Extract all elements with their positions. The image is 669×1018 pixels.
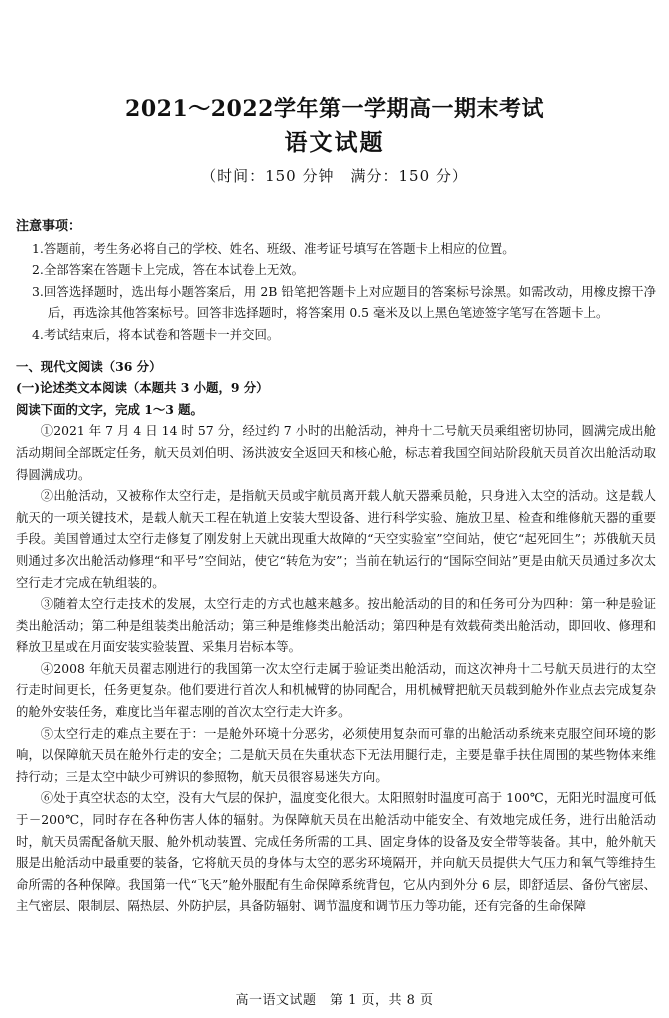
passage-paragraph-6: ⑥处于真空状态的太空，没有大气层的保护，温度变化很大。太阳照射时温度可高于 100℃，无阳光时温度可低于－200℃，同时存在各种伤害人体的辐射。为保障航天员在出舱活动中能安全、有效地完成任务，进行出舱活动时，航天员需配备航天服、舱外机动装置、完成任务所需的工具、固定身体的设备及安全带等装备。其中，舱外航天服是出舱活动中最重要的装备，它将航天员的身体与太空的恶劣环境隔开，并向航天员提供大气压力和氧气等维持生命所需的各种保障。我国第一代“飞天”舱外服配有生命保障系统背包，它从内到外分 6 层，即舒适层、备份气密层、主气密层、限制层、隔热层、外防护层，具备防辐射、调节温度和调节压力等功能，还有完备的生命保障 [16,790,656,914]
passage-paragraph-3: ③随着太空行走技术的发展，太空行走的方式也越来越多。按出舱活动的目的和任务可分为四种：第一种是验证类出舱活动；第二种是组装类出舱活动；第三种是维修类出舱活动；第四种是有效载荷类出舱活动，即回收、修理和释放卫星或在月面安装实验装置、采集月岩标本等。 [16,596,656,655]
note-item: 4.考试结束后，将本试卷和答题卡一并交回。 [32,326,280,342]
note-item: 3.回答选择题时，选出每小题答案后，用 2B 铅笔把答题卡上对应题目的答案标号涂黑。如需改动，用橡皮擦干净后，再选涂其他答案标号。回答非选择题时，将答案用 0.5 毫米及以上黑色笔迹签字笔写在答题卡上。 [32,283,656,321]
reading-instruction: 阅读下面的文字，完成 1～3 题。 [16,401,203,417]
page-footer: 高一语文试题 第 1 页，共 8 页 [235,993,434,1008]
exam-title: 2021～2022学年第一学期高一期末考试 [125,96,544,122]
passage-paragraph-2: ②出舱活动，又被称作太空行走，是指航天员或宇航员离开载人航天器乘员舱，只身进入太空的活动。这是载人航天的一项关键技术，是载人航天工程在轨道上安装大型设备、进行科学实验、施放卫星、检查和维修航天器的重要手段。美国曾通过太空行走修复了刚发射上天就出现重大故障的“天空实验室”空间站，使它“起死回生”；苏俄航天员则通过多次出舱活动修理“和平号”空间站，使它“转危为安”；当前在轨运行的“国际空间站”更是由航天员通过多次太空行走才完成在轨组装的。 [16,488,656,590]
exam-content [16,216,656,917]
spacer [16,346,656,356]
passage-paragraph-1: ①2021 年 7 月 4 日 14 时 57 分，经过约 7 小时的出舱活动，神舟十二号航天员乘组密切协同，圆满完成出舱活动期间全部既定任务，航天员刘伯明、汤洪波安全返回天和核心舱，标志着我国空间站阶段航天员首次出舱活动取得圆满成功。 [16,423,656,482]
section-heading: 一、现代文阅读（36 分） [16,358,162,374]
subject-title: 语文试题 [284,129,385,156]
note-item: 2.全部答案在答题卡上完成，答在本试卷上无效。 [32,262,305,278]
subsection-heading: (一)论述类文本阅读（本题共 3 小题，9 分） [16,380,269,396]
note-item: 1.答题前，考生务必将自己的学校、姓名、班级、准考证号填写在答题卡上相应的位置。 [32,240,515,256]
passage-paragraph-5: ⑤太空行走的难点主要在于：一是舱外环境十分恶劣，必须使用复杂而可靠的出舱活动系统来克服空间环境的影响，以保障航天员在舱外行走的安全；二是航天员在失重状态下无法用腿行走，主要是靠手扶住周围的某些物体来维持行动；三是太空中缺少可辨识的参照物，航天员很容易迷失方向。 [16,725,656,784]
exam-time-score: （时间：150 分钟 满分：150 分） [201,167,468,185]
passage-paragraph-4: ④2008 年航天员翟志刚进行的我国第一次太空行走属于验证类出舱活动，而这次神舟十二号航天员进行的太空行走时间更长，任务更复杂。他们要进行首次人和机械臂的协同配合，用机械臂把航天员载到舱外作业点去完成复杂的舱外安装任务，难度比当年翟志刚的首次太空行走大许多。 [16,660,656,720]
notes-heading: 注意事项： [16,219,82,234]
